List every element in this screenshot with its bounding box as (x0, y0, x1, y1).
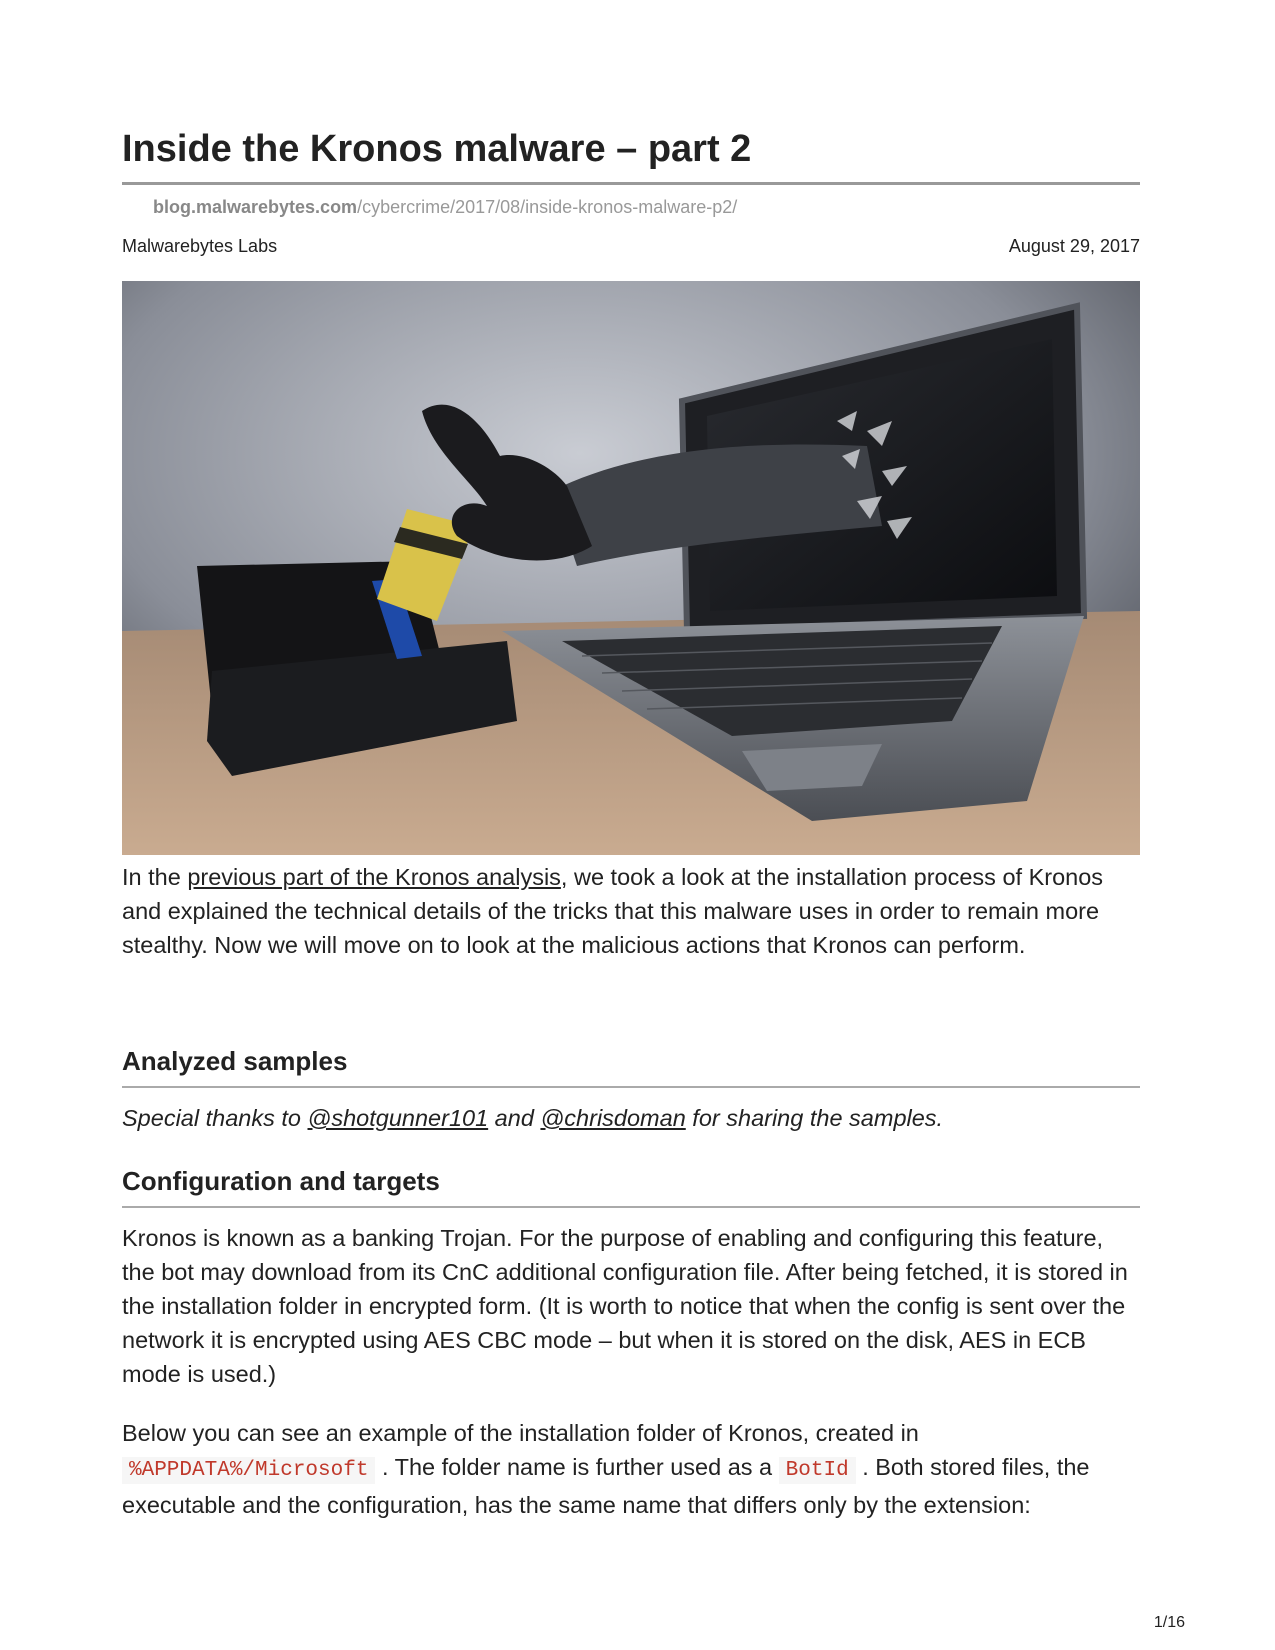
botid-code: BotId (779, 1457, 856, 1484)
install-text-a: Below you can see an example of the installation folder of Kronos, created in (122, 1420, 919, 1446)
hero-image (122, 281, 1140, 855)
url-domain: blog.malwarebytes.com (153, 197, 358, 217)
hacker-laptop-illustration (122, 281, 1140, 855)
previous-part-link[interactable]: previous part of the Kronos analysis (187, 864, 561, 890)
section-divider (122, 1206, 1140, 1208)
install-text-b: . The folder name is further used as a (375, 1454, 779, 1480)
intro-text-rest: , we took a look at the installation process of Kronos and explained the technical details of the tricks that this malware uses in order to remain more stealthy. Now we will move on to look at the malicious actions that Kronos can perform. (122, 864, 1104, 958)
source-url[interactable] (153, 196, 737, 218)
title-divider (122, 182, 1140, 185)
heading-configuration-targets: Configuration and targets (122, 1166, 440, 1196)
page-number: 1/16 (1153, 1614, 1185, 1631)
thanks-prefix: Special thanks to (122, 1105, 308, 1131)
intro-paragraph (122, 860, 1140, 962)
thanks-and: and (488, 1105, 541, 1131)
thanks-suffix: for sharing the samples. (685, 1105, 944, 1131)
article-meta (122, 235, 1140, 257)
section-divider (122, 1086, 1140, 1088)
appdata-path-code: %APPDATA%/Microsoft (122, 1457, 375, 1484)
install-text-c: . Both stored files, the executable and the configuration, has the same name that differs only by the extension: (122, 1454, 1090, 1518)
url-path: /cybercrime/2017/08/inside-kronos-malware-p2/ (357, 197, 738, 217)
thanks-paragraph (122, 1101, 1140, 1135)
heading-analyzed-samples: Analyzed samples (122, 1046, 348, 1076)
publish-date: August 29, 2017 (1008, 236, 1140, 256)
config-paragraph: Kronos is known as a banking Trojan. For the purpose of enabling and configuring this feature, the bot may download from its CnC additional configuration file. After being fetched, it is stored in the installation folder in encrypted form. (It is worth to notice that when the config is sent over the network it is encrypted using AES CBC mode – but when it is stored on the disk, AES in ECB mode is used.) (122, 1225, 1128, 1387)
article-title: Inside the Kronos malware – part 2 (122, 128, 752, 170)
install-folder-paragraph (122, 1416, 1140, 1522)
chrisdoman-link[interactable]: @chrisdoman (540, 1105, 686, 1131)
shotgunner101-link[interactable]: @shotgunner101 (307, 1105, 489, 1131)
author: Malwarebytes Labs (122, 236, 278, 256)
intro-text-start: In the (122, 864, 188, 890)
